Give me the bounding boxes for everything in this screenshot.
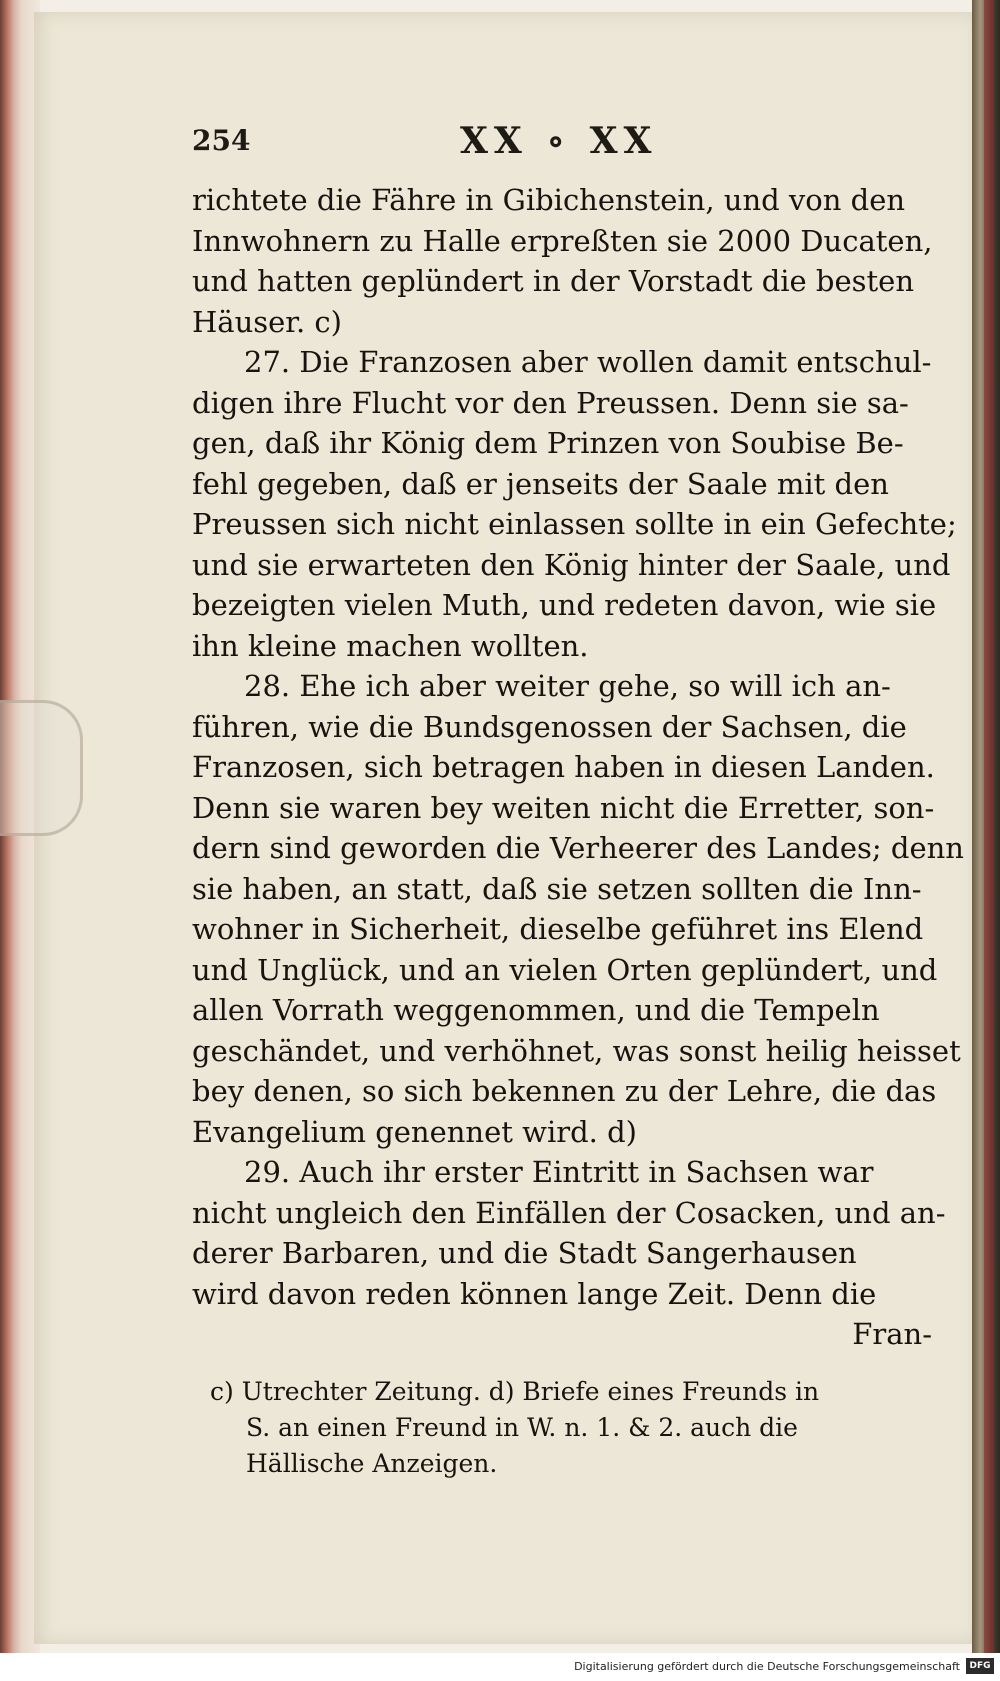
- text-line: wird davon reden können lange Zeit. Denn die: [192, 1276, 877, 1311]
- text-line: und Unglück, und an vielen Orten geplündert, und: [192, 952, 938, 987]
- text-line: richtete die Fähre in Gibichenstein, und von den: [192, 183, 906, 217]
- paragraph-29-start: 29. Auch ihr erster Eintritt in Sachsen war: [244, 1155, 874, 1189]
- footnote-line: S. an einen Freund in W. n. 1. & 2. auch die: [246, 1413, 798, 1442]
- text-line: Innwohnern zu Halle erpreßten sie 2000 Ducaten,: [192, 223, 933, 258]
- text-line: und hatten geplündert in der Vorstadt die besten: [192, 264, 915, 298]
- footnote-line: c) Utrechter Zeitung. d) Briefe eines Freunds in: [210, 1377, 820, 1406]
- text-line: derer Barbaren, und die Stadt Sangerhausen: [192, 1236, 857, 1270]
- text-line: dern sind geworden die Verheerer des Landes; denn: [192, 831, 964, 865]
- footer-credit: Digitalisierung gefördert durch die Deutsche Forschungsgemeinschaft: [574, 1660, 960, 1673]
- catchword: Fran-: [852, 1317, 932, 1351]
- text-line: Häuser. c): [192, 304, 342, 339]
- paragraph-27-start: 27. Die Franzosen aber wollen damit entschul-: [244, 345, 932, 379]
- text-line: und sie erwarteten den König hinter der Saale, und: [192, 547, 951, 582]
- paragraph-28-start: 28. Ehe ich aber weiter gehe, so will ich an-: [244, 669, 891, 703]
- text-line: Evangelium genennet wird. d): [192, 1114, 637, 1149]
- page-clip: [0, 700, 83, 836]
- text-line: nicht ungleich den Einfällen der Cosacken, und an-: [192, 1195, 946, 1230]
- text-line: gen, daß ihr König dem Prinzen von Soubise Be-: [192, 426, 904, 460]
- header-ornament: XX ∘ XX: [460, 120, 658, 162]
- text-line: bezeigten vielen Muth, und redeten davon, wie sie: [192, 588, 937, 622]
- page-number: 254: [192, 124, 251, 157]
- text-line: wohner in Sicherheit, dieselbe geführet ins Elend: [192, 912, 924, 946]
- text-line: sie haben, an statt, daß sie setzen sollten die Inn-: [192, 871, 922, 906]
- text-line: führen, wie die Bundsgenossen der Sachsen, die: [192, 709, 907, 744]
- ribbon-marker: [984, 0, 994, 1681]
- text-line: allen Vorrath weggenommen, und die Tempeln: [192, 993, 880, 1027]
- footnotes: [210, 1374, 932, 1482]
- text-line: digen ihre Flucht vor den Preussen. Denn sie sa-: [192, 385, 909, 420]
- text-line: Preussen sich nicht einlassen sollte in ein Gefechte;: [192, 507, 957, 541]
- text-line: Franzosen, sich betragen haben in diesen Landen.: [192, 750, 935, 784]
- page-header: [192, 118, 932, 172]
- text-line: bey denen, so sich bekennen zu der Lehre, die das: [192, 1074, 937, 1108]
- footnote-line: Hällische Anzeigen.: [246, 1449, 498, 1478]
- body-text: [192, 180, 964, 1355]
- text-line: ihn kleine machen wollten.: [192, 628, 589, 663]
- text-line: fehl gegeben, daß er jenseits der Saale mit den: [192, 466, 889, 501]
- text-line: Denn sie waren bey weiten nicht die Erretter, son-: [192, 790, 935, 825]
- dfg-logo-icon: DFG: [966, 1658, 994, 1674]
- text-line: geschändet, und verhöhnet, was sonst heilig heisset: [192, 1033, 961, 1068]
